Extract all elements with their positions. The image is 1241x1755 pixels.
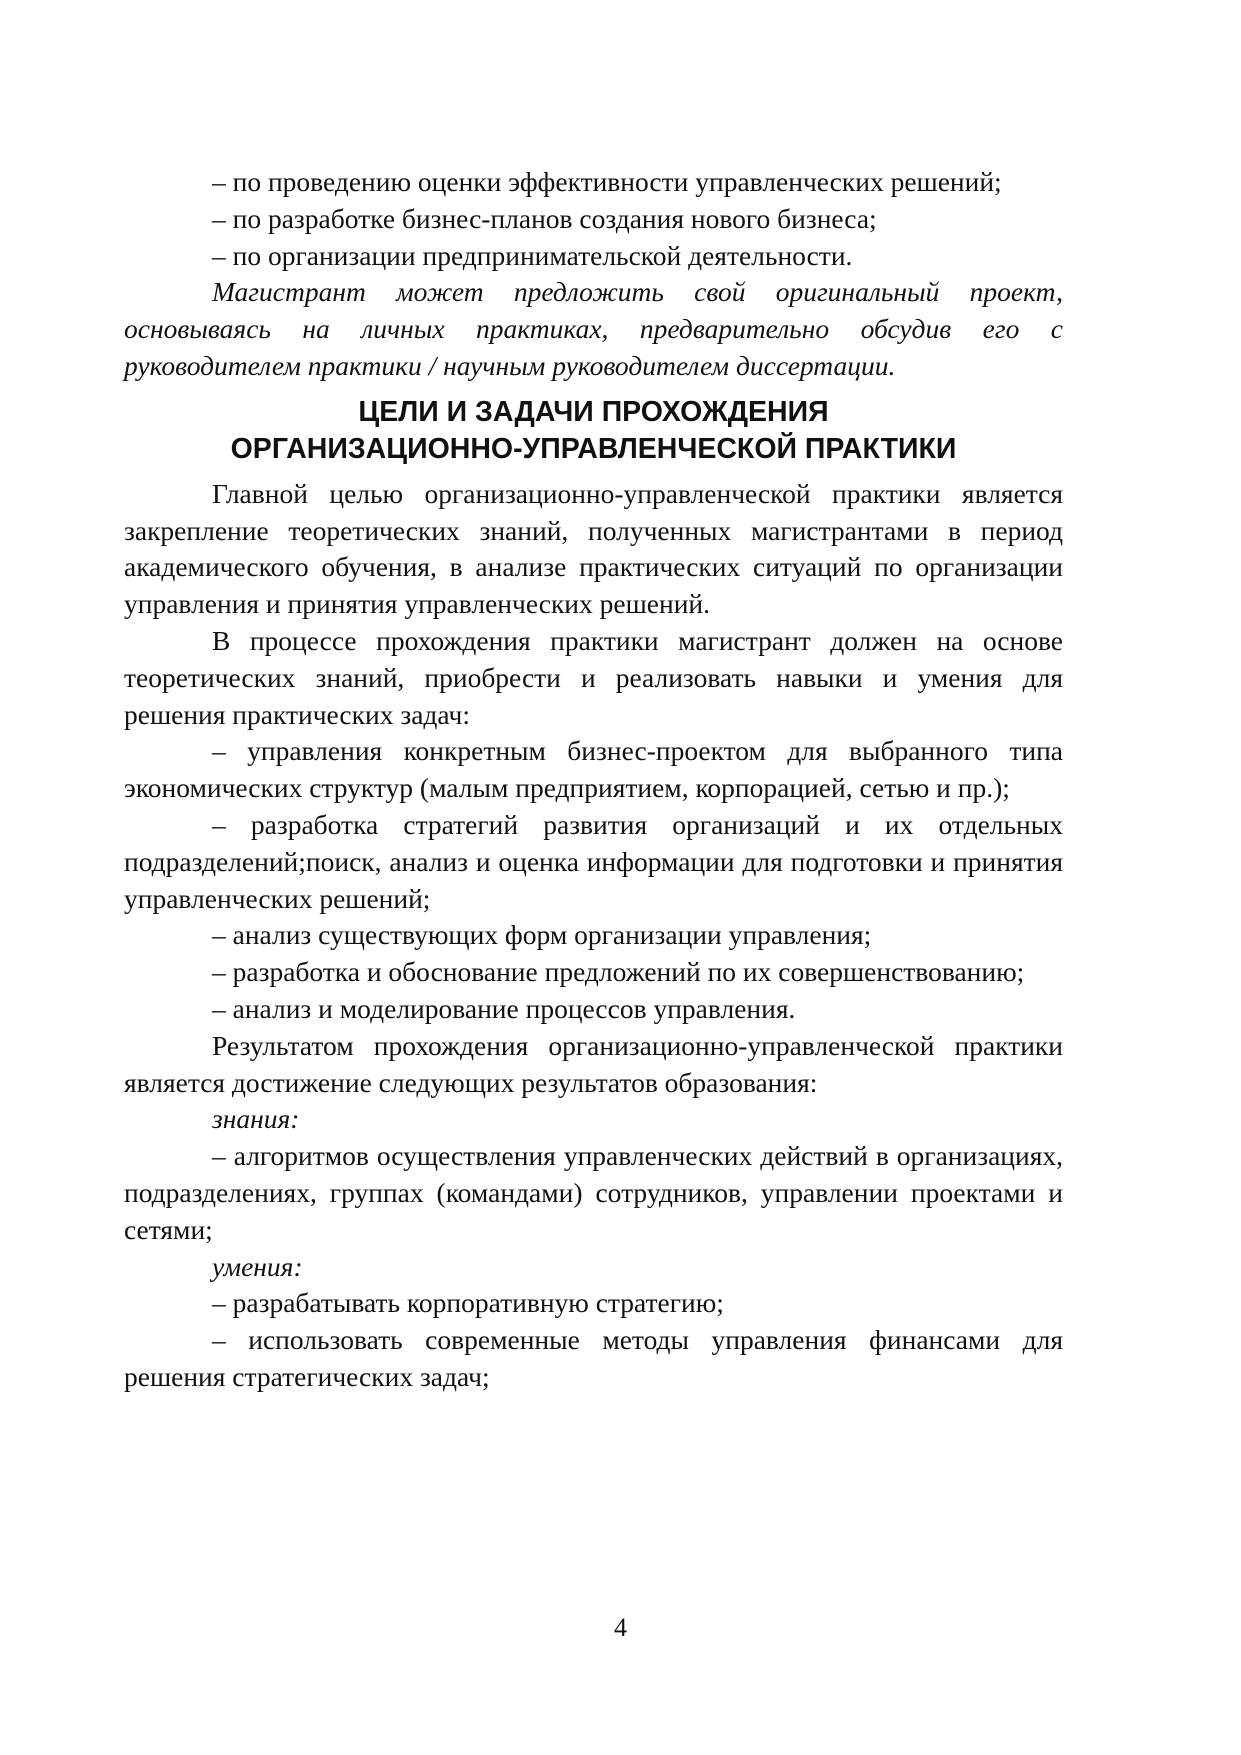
task-item: – разработка и обоснование предложений по их совершенствованию; xyxy=(212,956,1025,988)
document-page xyxy=(124,164,1063,1396)
intro-item-entrepreneurship: – по организации предпринимательской деятельности. xyxy=(212,239,853,271)
intro-note: Магистрант может предложить свой оригинальный проект, основываясь на личных практиках, предварительно обсудив его с руководителем практики / научным руководителем диссертации. xyxy=(124,276,1063,381)
intro-item-evaluation: – по проведению оценки эффективности управленческих решений; xyxy=(212,166,1002,197)
section-heading xyxy=(124,394,1063,468)
skills-item: – разрабатывать корпоративную стратегию; xyxy=(212,1287,724,1319)
section-heading-line1: ЦЕЛИ И ЗАДАЧИ ПРОХОЖДЕНИЯ xyxy=(358,395,829,428)
intro-item-business-plans: – по разработке бизнес-планов создания нового бизнеса; xyxy=(212,202,877,234)
task-item: – анализ и моделирование процессов управления. xyxy=(212,992,796,1024)
process-paragraph: В процессе прохождения практики магистрант должен на основе теоретических знаний, приобрести и реализовать навыки и умения для решения практических задач: xyxy=(124,624,1063,730)
knowledge-item: – алгоритмов осуществления управленческих действий в организациях, подразделениях, группах (командами) сотрудников, управлении проектами и сетями; xyxy=(124,1140,1063,1245)
task-item: – управления конкретным бизнес-проектом для выбранного типа экономических структур (малым предприятием, корпорацией, сетью и пр.); xyxy=(124,735,1063,804)
goal-paragraph: Главной целью организационно-управленческой практики является закрепление теоретических знаний, полученных магистрантами в период академического обучения, в анализе практических ситуаций по организации управления и принятия управленческих решений. xyxy=(124,477,1063,620)
result-paragraph: Результатом прохождения организационно-управленческой практики является достижение следующих результатов образования: xyxy=(124,1029,1063,1098)
skills-label: умения: xyxy=(212,1250,303,1282)
skills-item: – использовать современные методы управления финансами для решения стратегических задач; xyxy=(124,1324,1063,1392)
section-heading-line2: ОРГАНИЗАЦИОННО-УПРАВЛЕНЧЕСКОЙ ПРАКТИКИ xyxy=(230,432,957,465)
task-item: – разработка стратегий развития организаций и их отдельных подразделений;поиск, анализ и оценка информации для подготовки и принятия управленческих решений; xyxy=(124,808,1063,914)
page-number: 4 xyxy=(614,1613,627,1642)
knowledge-label: знания: xyxy=(212,1103,300,1135)
task-item: – анализ существующих форм организации управления; xyxy=(212,919,872,951)
